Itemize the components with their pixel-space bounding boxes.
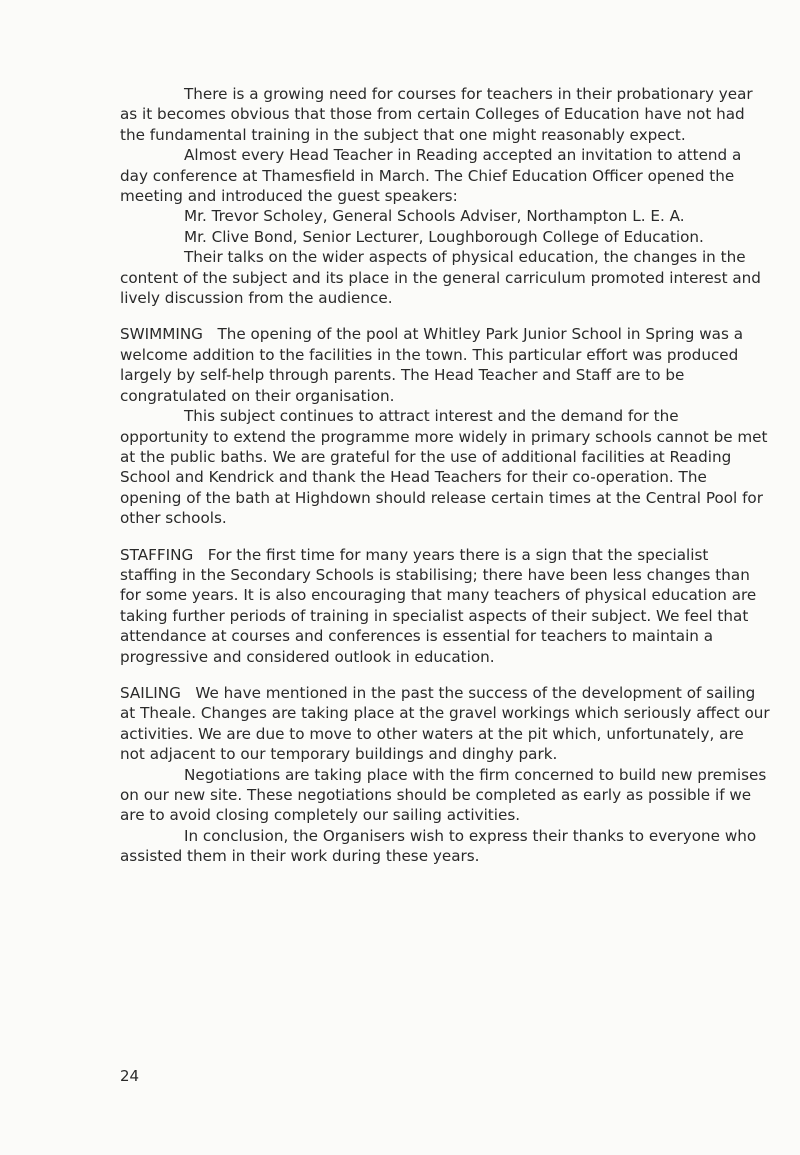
document-body xyxy=(120,84,770,867)
page-number: 24 xyxy=(120,1067,140,1085)
intro-paragraph-2: Almost every Head Teacher in Reading accepted an invitation to attend a day conference at Thamesfield in March. The Chief Education Officer opened the meeting and introduced the guest speakers: xyxy=(120,146,742,206)
speaker-2: Mr. Clive Bond, Senior Lecturer, Loughborough College of Education. xyxy=(184,227,704,246)
sailing-paragraph-2: Negotiations are taking place with the firm concerned to build new premises on our new site. These negotiations should be completed as early as possible if we are to avoid closing completely our sailing activities. xyxy=(120,765,767,825)
sailing-heading: SAILING xyxy=(120,683,181,702)
intro-paragraph-3: Their talks on the wider aspects of physical education, the changes in the content of the subject and its place in the general carriculum promoted interest and lively discussion from the audience. xyxy=(120,248,761,308)
speaker-1: Mr. Trevor Scholey, General Schools Adviser, Northampton L. E. A. xyxy=(184,207,685,226)
swimming-section xyxy=(120,324,770,406)
staffing-paragraph-1: For the first time for many years there is a sign that the specialist staffing in the Secondary Schools is stabilising; there have been less changes than for some years. It is also encouraging that many teachers of physical education are taking further periods of training in specialist aspects of their subject. We feel that attendance at courses and conferences is essential for teachers to maintain a progressive and considered outlook in education. xyxy=(120,545,757,666)
intro-paragraph-1: There is a growing need for courses for teachers in their probationary year as it becomes obvious that those from certain Colleges of Education have not had the fundamental training in the subject that one might reasonably expect. xyxy=(120,85,753,144)
swimming-paragraph-1: The opening of the pool at Whitley Park Junior School in Spring was a welcome addition to the facilities in the town. This particular effort was produced largely by self-help through parents. The Head Teacher and Staff are to be congratulated on their organisation. xyxy=(120,325,744,405)
sailing-section xyxy=(120,683,770,765)
sailing-paragraph-3: In conclusion, the Organisers wish to express their thanks to everyone who assisted them in their work during these years. xyxy=(120,826,757,866)
staffing-section xyxy=(120,545,770,667)
swimming-paragraph-2: This subject continues to attract interest and the demand for the opportunity to extend the programme more widely in primary schools cannot be met at the public baths. We are grateful for the use of additional facilities at Reading School and Kendrick and thank the Head Teachers for their co-operation. The opening of the bath at Highdown should release certain times at the Central Pool for other schools. xyxy=(120,407,768,528)
staffing-heading: STAFFING xyxy=(120,545,194,564)
sailing-paragraph-1: We have mentioned in the past the success of the development of sailing at Theale. Changes are taking place at the gravel workings which seriously affect our activities. We are due to move to other waters at the pit which, unfortunately, are not adjacent to our temporary buildings and dinghy park. xyxy=(120,683,770,764)
swimming-heading: SWIMMING xyxy=(120,325,203,344)
